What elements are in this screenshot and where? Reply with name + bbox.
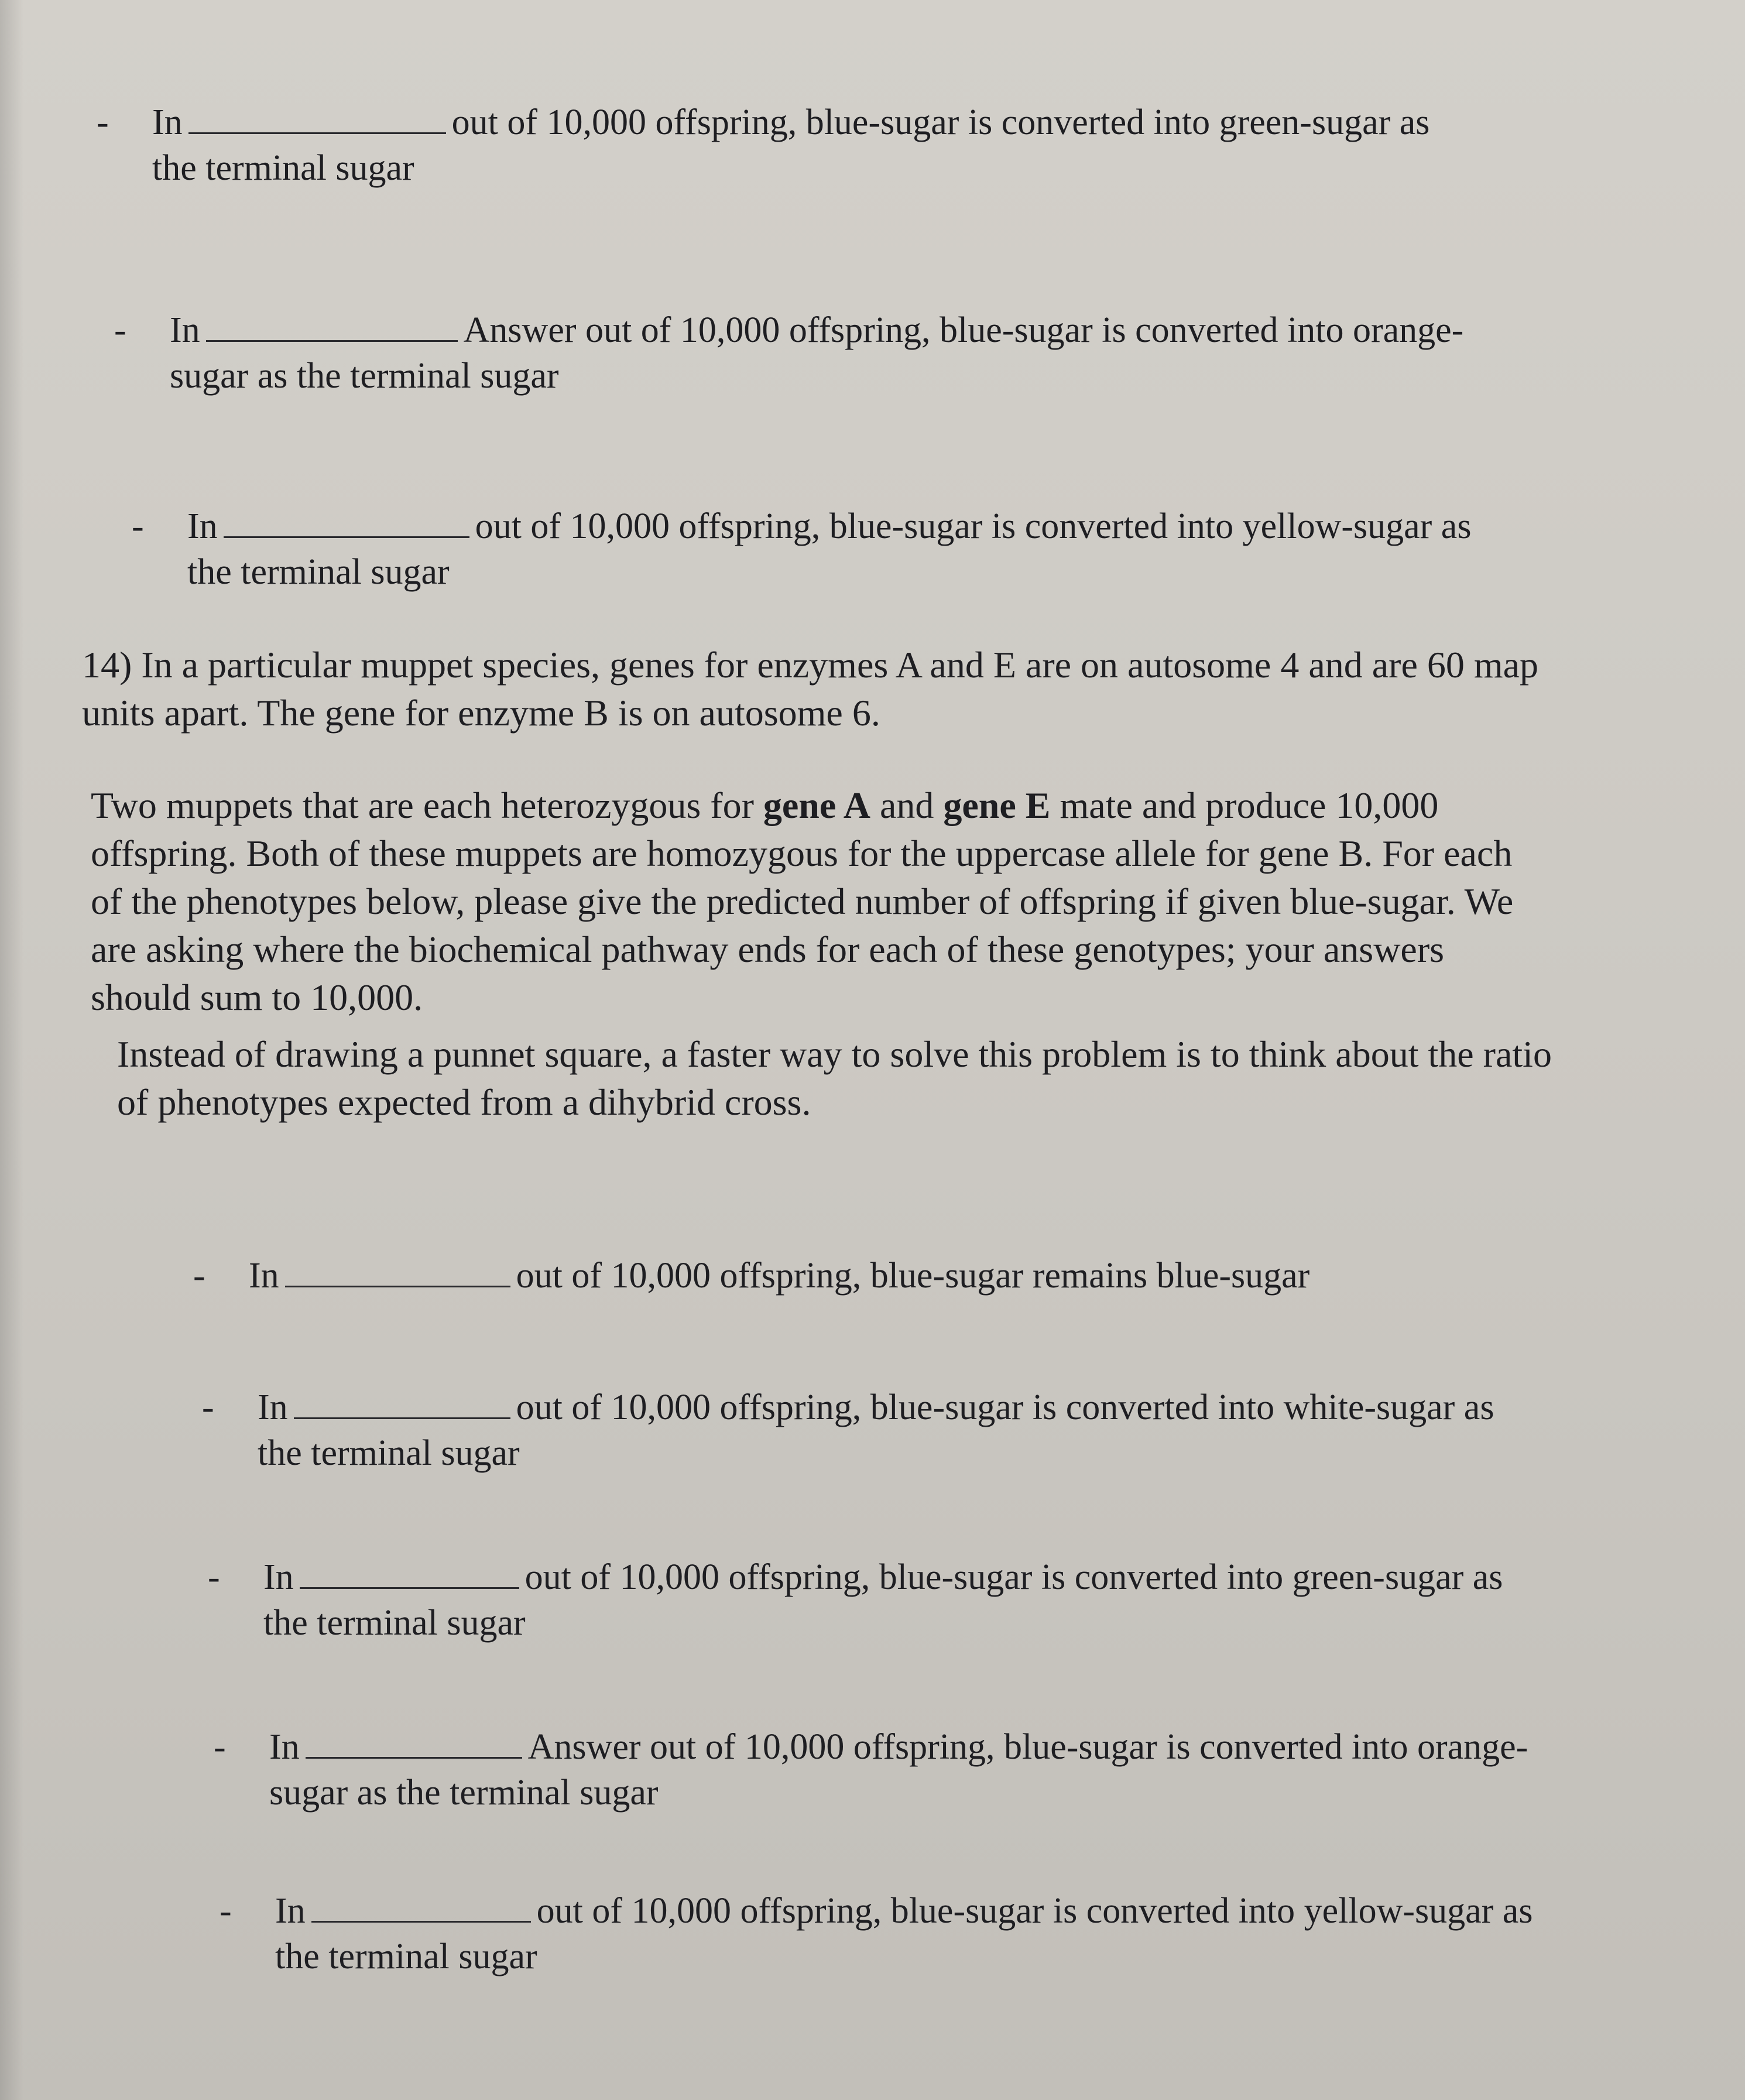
- question-suffix: out of 10,000 offspring, blue-sugar is converted into yellow-sugar as: [475, 506, 1472, 546]
- question-continuation: sugar as the terminal sugar: [269, 1773, 659, 1813]
- bottom-question-blue: [193, 1253, 1310, 1299]
- hint-line: Instead of drawing a punnet square, a faster way to solve this problem is to think about the ratio: [117, 1033, 1552, 1075]
- problem-line: are asking where the biochemical pathway ends for each of these genotypes; your answers: [91, 929, 1445, 970]
- problem-line: should sum to 10,000.: [91, 977, 423, 1018]
- list-dash: -: [193, 1256, 205, 1296]
- problem-14-details: [91, 782, 1513, 1022]
- question-prefix: In: [249, 1256, 279, 1296]
- question-suffix: out of 10,000 offspring, blue-sugar is converted into yellow-sugar as: [536, 1891, 1533, 1931]
- list-dash: -: [132, 506, 144, 546]
- question-prefix: In: [152, 102, 183, 142]
- answer-blank[interactable]: [300, 1557, 519, 1589]
- answer-blank[interactable]: [224, 506, 469, 538]
- problem-14-hint: [117, 1030, 1552, 1126]
- gene-e-bold: gene E: [943, 784, 1051, 826]
- answer-blank[interactable]: [285, 1255, 510, 1287]
- list-dash: -: [214, 1727, 226, 1767]
- question-continuation: the terminal sugar: [187, 552, 450, 592]
- question-continuation: the terminal sugar: [258, 1433, 520, 1473]
- problem-line: units apart. The gene for enzyme B is on autosome 6.: [82, 692, 880, 734]
- question-prefix: In: [269, 1727, 300, 1767]
- question-continuation: the terminal sugar: [263, 1603, 526, 1643]
- list-dash: -: [97, 102, 109, 142]
- top-question-orange: [114, 307, 1464, 399]
- answer-blank[interactable]: [188, 102, 446, 134]
- question-continuation: sugar as the terminal sugar: [170, 356, 559, 396]
- question-prefix: In: [187, 506, 218, 546]
- question-prefix: In: [258, 1388, 288, 1427]
- question-suffix: out of 10,000 offspring, blue-sugar remains blue-sugar: [516, 1256, 1310, 1296]
- problem-line: 14) In a particular muppet species, genes for enzymes A and E are on autosome 4 and are 60 map: [82, 644, 1539, 686]
- answer-blank[interactable]: [206, 310, 458, 342]
- gene-a-bold: gene A: [763, 784, 870, 826]
- problem-line: Two muppets that are each heterozygous for gene A and gene E mate and produce 10,000: [91, 784, 1439, 826]
- question-prefix: In: [275, 1891, 306, 1931]
- list-dash: -: [114, 310, 126, 350]
- list-dash: -: [208, 1557, 220, 1597]
- bottom-question-green: [208, 1554, 1503, 1646]
- question-prefix: In: [170, 310, 200, 350]
- question-suffix: out of 10,000 offspring, blue-sugar is converted into green-sugar as: [524, 1557, 1503, 1597]
- problem-line: of the phenotypes below, please give the predicted number of offspring if given blue-sugar. We: [91, 881, 1514, 922]
- question-continuation: the terminal sugar: [275, 1937, 537, 1976]
- list-dash: -: [220, 1891, 232, 1931]
- list-dash: -: [202, 1388, 214, 1427]
- top-question-green: [97, 100, 1430, 191]
- answer-blank[interactable]: [306, 1726, 522, 1759]
- question-suffix: Answer out of 10,000 offspring, blue-sugar is converted into orange-: [527, 1727, 1528, 1767]
- problem-14-statement: [82, 641, 1538, 737]
- question-suffix: Answer out of 10,000 offspring, blue-sugar is converted into orange-: [463, 310, 1464, 350]
- question-continuation: the terminal sugar: [152, 148, 414, 188]
- problem-line: offspring. Both of these muppets are homozygous for the uppercase allele for gene B. For each: [91, 833, 1513, 874]
- top-question-yellow: [132, 503, 1472, 595]
- question-prefix: In: [263, 1557, 294, 1597]
- question-suffix: out of 10,000 offspring, blue-sugar is converted into white-sugar as: [516, 1388, 1494, 1427]
- bottom-question-orange: [214, 1724, 1528, 1815]
- question-suffix: out of 10,000 offspring, blue-sugar is converted into green-sugar as: [451, 102, 1430, 142]
- bottom-question-white: [202, 1385, 1494, 1476]
- bottom-question-yellow: [220, 1888, 1533, 1979]
- answer-blank[interactable]: [311, 1890, 531, 1923]
- hint-line: of phenotypes expected from a dihybrid cross.: [117, 1081, 811, 1123]
- answer-blank[interactable]: [294, 1387, 510, 1419]
